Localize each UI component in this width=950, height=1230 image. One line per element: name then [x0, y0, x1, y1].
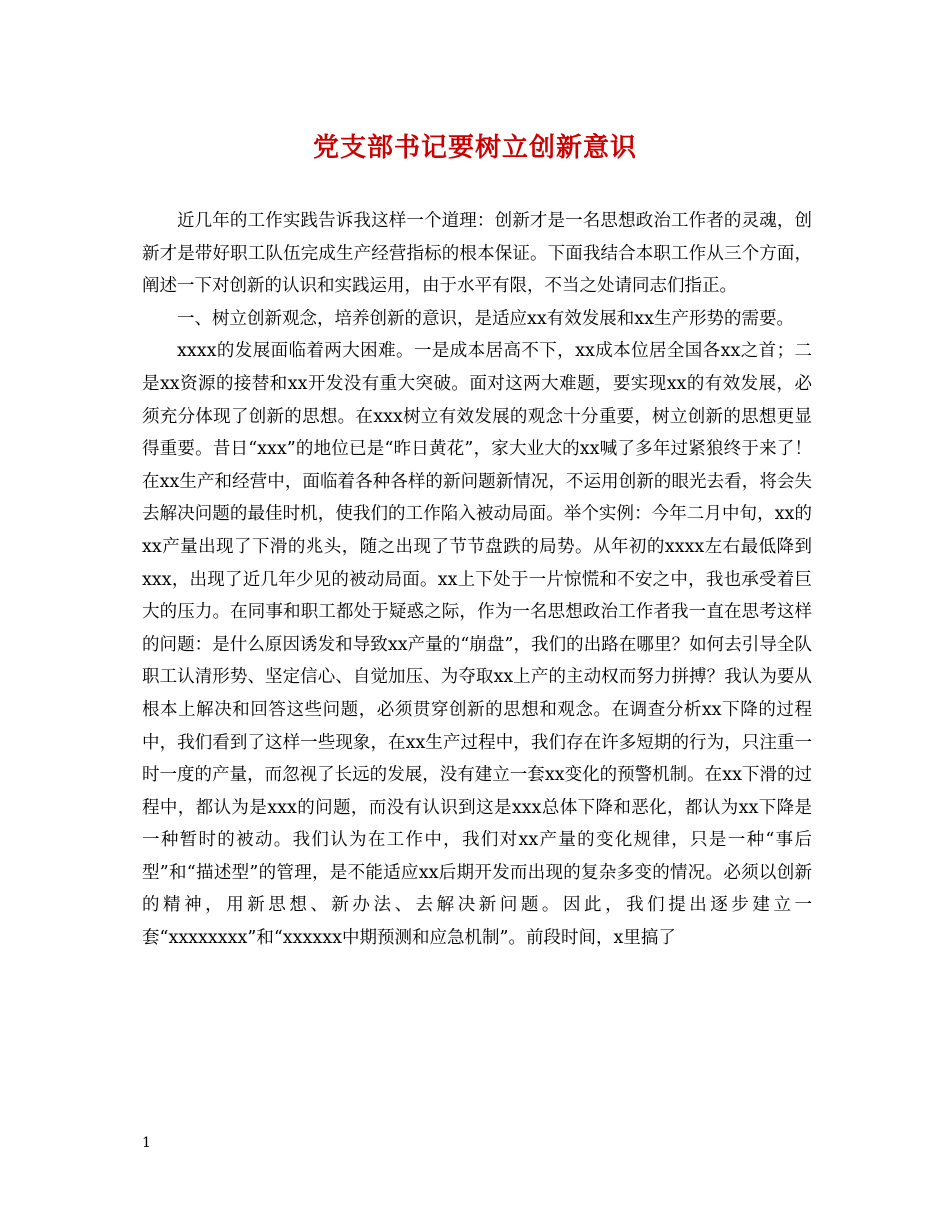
document-title: 党支部书记要树立创新意识	[312, 133, 637, 163]
paragraph-section-heading: 一、树立创新观念，培养创新的意识，是适应xx有效发展和xx生产形势的需要。	[177, 308, 794, 329]
document-body	[142, 205, 812, 955]
paragraph-body: xxxx的发展面临着两大困难。一是成本居高不下，xx成本位居全国各xx之首；二是xx资源的接替和xx开发没有重大突破。面对这两大难题，要实现xx的有效发展，必须充分体现了创新的思想。在xxx树立有效发展的观念十分重要，树立创新的思想更显得重要。昔日“xxx”的地位已是“昨日黄花”，家大业大的xx喊了多年过紧狼终于来了！在xx生产和经营中，面临着各种各样的新问题新情况，不运用创新的眼光去看，将会失去解决问题的最佳时机，使我们的工作陷入被动局面。举个实例：今年二月中旬，xx的xx产量出现了下滑的兆头，随之出现了节节盘跌的局势。从年初的xxxx左右最低降到xxx，出现了近几年少见的被动局面。xx上下处于一片惊慌和不安之中，我也承受着巨大的压力。在同事和职工都处于疑惑之际，作为一名思想政治工作者我一直在思考这样的问题：是什么原因诱发和导致xx产量的“崩盘”，我们的出路在哪里？如何去引导全队职工认清形势、坚定信心、自觉加压、为夺取xx上产的主动权而努力拼搏？我认为要从根本上解决和回答这些问题，必须贯穿创新的思想和观念。在调查分析xx下降的过程中，我们看到了这样一些现象，在xx生产过程中，我们存在许多短期的行为，只注重一时一度的产量，而忽视了长远的发展，没有建立一套xx变化的预警机制。在xx下滑的过程中，都认为是xxx的问题，而没有认识到这是xxx总体下降和恶化，都认为xx下降是一种暂时的被动。我们认为在工作中，我们对xx产量的变化规律，只是一种“事后型”和“描述型”的管理，是不能适应xx后期开发而出现的复杂多变的情况。必须以创新的精神，用新思想、新办法、去解决新问题。因此，我们提出逐步建立一套“xxxxxxxx”和“xxxxxx中期预测和应急机制”。前段时间，x里搞了	[142, 341, 812, 949]
page-number: 1	[142, 1135, 151, 1151]
paragraph-intro: 近几年的工作实践告诉我这样一个道理：创新才是一名思想政治工作者的灵魂，创新才是带好职工队伍完成生产经营指标的根本保证。下面我结合本职工作从三个方面，阐述一下对创新的认识和实践运用，由于水平有限，不当之处请同志们指正。	[142, 211, 812, 297]
